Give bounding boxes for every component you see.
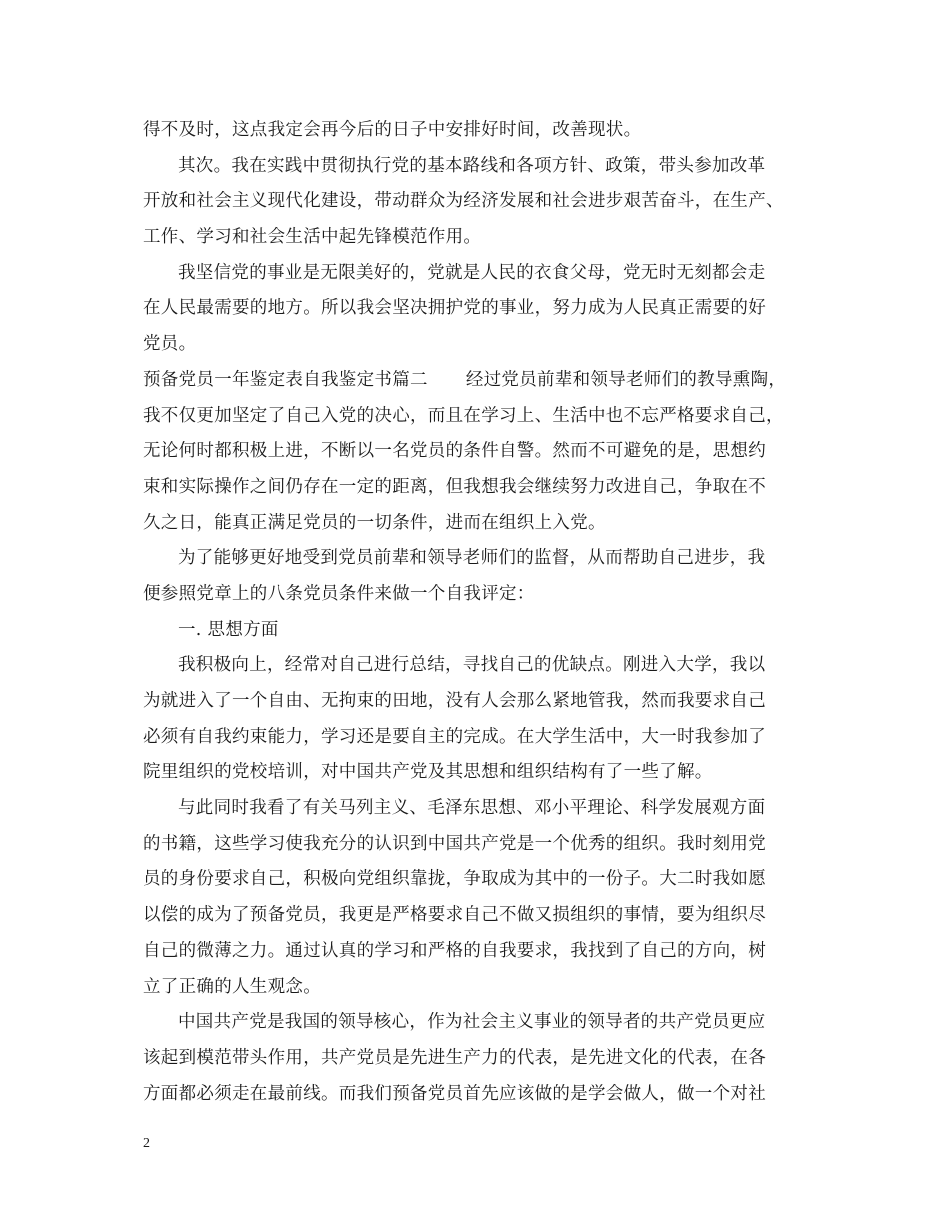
text-line: 以偿的成为了预备党员，我更是严格要求自己不做又损组织的事情，要为组织尽 <box>143 905 766 926</box>
section-title: 预备党员一年鉴定表自我鉴定书篇二 <box>143 369 428 390</box>
section-heading-line <box>143 363 825 399</box>
text-line: 党员。 <box>143 334 197 355</box>
text-line: 院里组织的党校培训，对中国共产党及其思想和组织结构有了一些了解。 <box>143 762 713 783</box>
text-line: 必须有自我约束能力，学习还是要自主的完成。在大学生活中，大一时我参加了 <box>143 726 766 747</box>
text-line: 我坚信党的事业是无限美好的，党就是人民的衣食父母，党无时无刻都会走 <box>178 262 766 283</box>
text-line: 经过党员前辈和领导老师们的教导熏陶， <box>465 369 787 390</box>
text-line: 便参照党章上的八条党员条件来做一个自我评定： <box>143 583 535 604</box>
text-line: 为了能够更好地受到党员前辈和领导老师们的监督，从而帮助自己进步，我 <box>178 548 766 569</box>
text-line: 无论何时都积极上进，不断以一名党员的条件自警。然而不可避免的是，思想约 <box>143 441 766 462</box>
text-line: 立了正确的人生观念。 <box>143 976 321 997</box>
text-line: 为就进入了一个自由、无拘束的田地，没有人会那么紧地管我，然而我要求自己 <box>143 691 766 711</box>
text-line: 的书籍，这些学习使我充分的认识到中国共产党是一个优秀的组织。我时刻用党 <box>143 833 766 854</box>
text-line: 该起到模范带头作用，共产党员是先进生产力的代表，是先进文化的代表，在各 <box>143 1047 766 1068</box>
text-line: 中国共产党是我国的领导核心，作为社会主义事业的领导者的共产党员更应 <box>178 1012 766 1033</box>
text-line: 员的身份要求自己，积极向党组织靠拢，争取成为其中的一份子。大二时我如愿 <box>143 869 766 890</box>
text-line: 我积极向上，经常对自己进行总结，寻找自己的优缺点。刚进入大学，我以 <box>178 655 766 676</box>
text-line: 得不及时，这点我定会再今后的日子中安排好时间，改善现状。 <box>143 120 642 140</box>
text-line: 工作、学习和社会生活中起先锋模范作用。 <box>143 227 482 248</box>
text-line: 与此同时我看了有关马列主义、毛泽东思想、邓小平理论、科学发展观方面 <box>178 798 766 819</box>
text-line: 开放和社会主义现代化建设，带动群众为经济发展和社会进步艰苦奋斗，在生产、 <box>143 191 784 212</box>
document-body <box>143 113 825 1112</box>
text-line: 久之日，能真正满足党员的一切条件，进而在组织上入党。 <box>143 512 606 533</box>
text-line: 其次。我在实践中贯彻执行党的基本路线和各项方针、政策，带头参加改革 <box>178 155 766 176</box>
page-number: 2 <box>143 1136 150 1151</box>
subsection-heading: 一. 思想方面 <box>178 619 279 640</box>
text-line: 我不仅更加坚定了自己入党的决心，而且在学习上、生活中也不忘严格要求自己， <box>143 405 784 426</box>
text-line: 自己的微薄之力。通过认真的学习和严格的自我要求，我找到了自己的方向，树 <box>143 940 766 961</box>
text-line: 束和实际操作之间仍存在一定的距离，但我想我会继续努力改进自己，争取在不 <box>143 476 766 497</box>
text-line: 在人民最需要的地方。所以我会坚决拥护党的事业，努力成为人民真正需要的好 <box>143 298 766 319</box>
text-line: 方面都必须走在最前线。而我们预备党员首先应该做的是学会做人，做一个对社 <box>143 1083 766 1104</box>
